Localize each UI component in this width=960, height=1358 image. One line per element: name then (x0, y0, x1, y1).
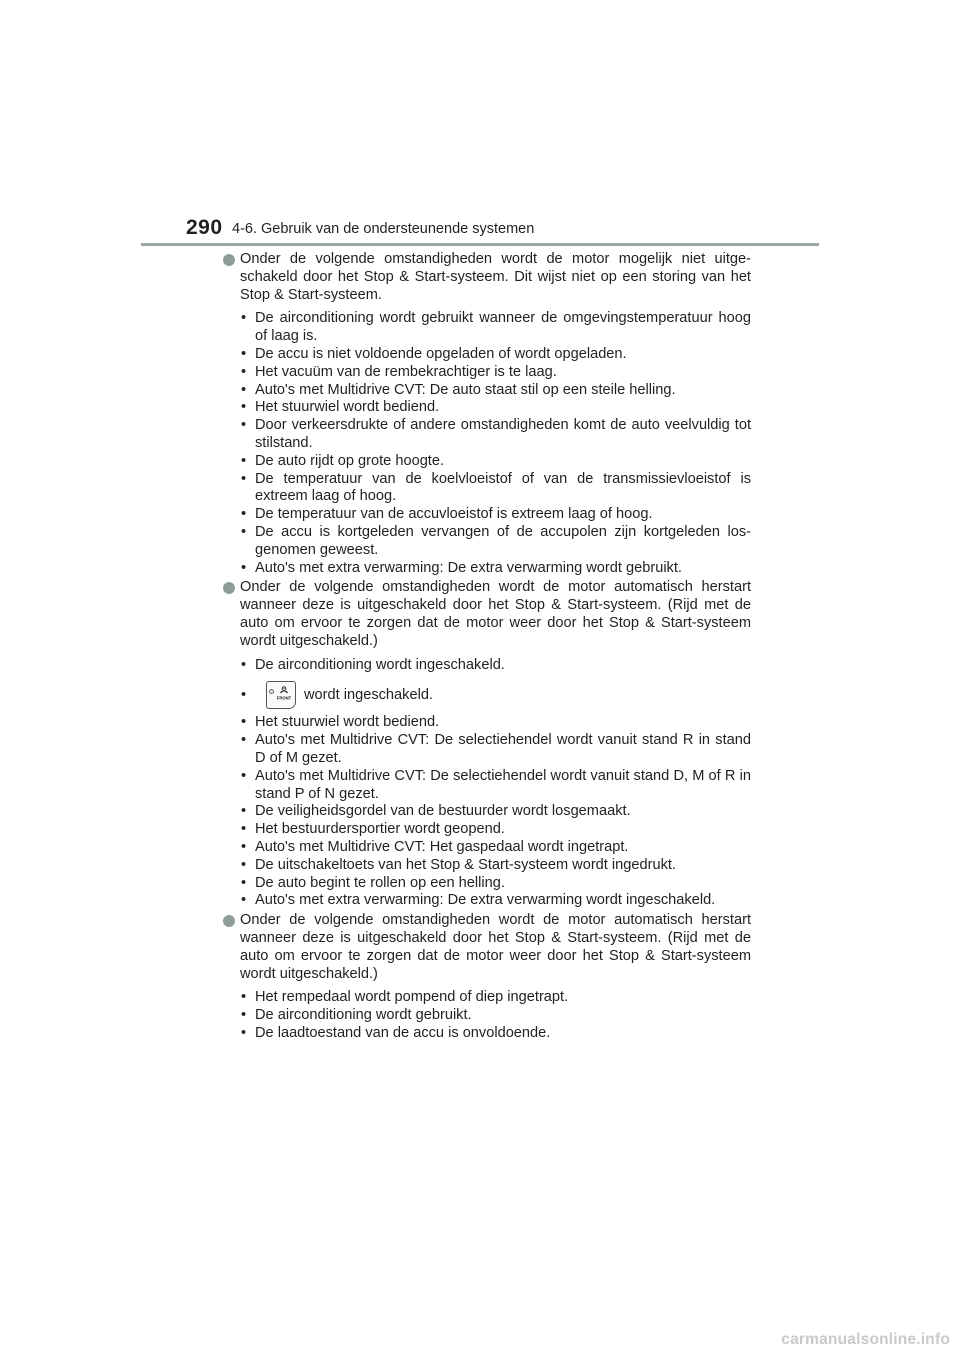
list-item: • Het rempedaal wordt pompend of diep ingetrapt. (240, 989, 751, 1007)
list-item: • Auto's met Multidrive CVT: De selectiehendel wordt vanuit stand R in stand D of M gezet. (240, 732, 751, 768)
list-item: • Het stuurwiel wordt bediend. (240, 399, 751, 417)
list-item: • Auto's met extra verwarming: De extra verwarming wordt ingeschakeld. (240, 892, 751, 910)
header-rule (141, 243, 819, 246)
grey-circle-bullet-icon (223, 582, 235, 594)
front-label: • FRONT (276, 695, 292, 701)
list-item: • De airconditioning wordt gebruikt. (240, 1007, 751, 1025)
list-item: • Het stuurwiel wordt bediend. (240, 714, 751, 732)
list-item: • De laadtoestand van de accu is onvoldoende. (240, 1025, 751, 1043)
grey-circle-bullet-icon (223, 254, 235, 266)
list-item: • Door verkeersdrukte of andere omstandigheden komt de auto veelvuldig tot stilstand. (240, 417, 751, 453)
section-1-list (223, 310, 751, 577)
list-item: • Auto's met Multidrive CVT: De selectiehendel wordt vanuit stand D, M of R in stand P of N gezet. (240, 768, 751, 804)
section-1-intro (223, 251, 751, 304)
list-item: • Het vacuüm van de rembekrachtiger is te laag. (240, 364, 751, 382)
section-1-intro-text: Onder de volgende omstandigheden wordt de motor mogelijk niet uitge-schakeld door het Stop & Start-systeem. Dit wijst niet op een storing van het Stop & Start-systeem. (240, 251, 751, 303)
list-item-defroster-text: wordt ingeschakeld. (304, 687, 433, 704)
front-defroster-button-icon (266, 681, 296, 709)
section-3-intro (223, 912, 751, 983)
list-item: • De temperatuur van de accuvloeistof is extreem laag of hoog. (240, 506, 751, 524)
list-item: • Auto's met Multidrive CVT: De auto staat stil op een steile helling. (240, 382, 751, 400)
section-2-list (223, 657, 751, 911)
list-item: • Het bestuurdersportier wordt geopend. (240, 821, 751, 839)
list-item: • De uitschakeltoets van het Stop & Start-systeem wordt ingedrukt. (240, 857, 751, 875)
list-item: • Auto's met extra verwarming: De extra verwarming wordt gebruikt. (240, 560, 751, 578)
page-content (223, 251, 751, 1043)
section-2-intro-text: Onder de volgende omstandigheden wordt de motor automatisch herstart wanneer deze is uitgeschakeld door het Stop & Start-systeem. (Rijd met de auto om ervoor te zorgen dat de motor weer door het Stop & Start-systeem wordt uitgeschakeld.) (240, 579, 751, 649)
list-item: • De airconditioning wordt ingeschakeld. (240, 657, 751, 675)
section-title: 4-6. Gebruik van de ondersteunende systemen (232, 221, 535, 237)
watermark: carmanualsonline.info (781, 1331, 950, 1348)
list-item: • De accu is kortgeleden vervangen of de accupolen zijn kortgeleden los-genomen geweest. (240, 524, 751, 560)
section-3-intro-text: Onder de volgende omstandigheden wordt de motor automatisch herstart wanneer deze is uitgeschakeld door het Stop & Start-systeem. (Rijd met de auto om ervoor te zorgen dat de motor weer door het Stop & Start-systeem wordt uitgeschakeld.) (240, 912, 751, 982)
section-2-intro (223, 579, 751, 650)
list-item: • De accu is niet voldoende opgeladen of wordt opgeladen. (240, 346, 751, 364)
section-3-list (223, 989, 751, 1042)
grey-circle-bullet-icon (223, 915, 235, 927)
list-item: • De temperatuur van de koelvloeistof of van de transmissievloeistof is extreem laag of hoog. (240, 471, 751, 507)
list-item-defroster (240, 680, 751, 710)
list-item: • De auto rijdt op grote hoogte. (240, 453, 751, 471)
list-item: • De auto begint te rollen op een helling. (240, 875, 751, 893)
page-number: 290 (186, 216, 223, 239)
list-item: • Auto's met Multidrive CVT: Het gaspedaal wordt ingetrapt. (240, 839, 751, 857)
list-item: • De airconditioning wordt gebruikt wanneer de omgevingstemperatuur hoog of laag is. (240, 310, 751, 346)
list-item: • De veiligheidsgordel van de bestuurder wordt losgemaakt. (240, 803, 751, 821)
